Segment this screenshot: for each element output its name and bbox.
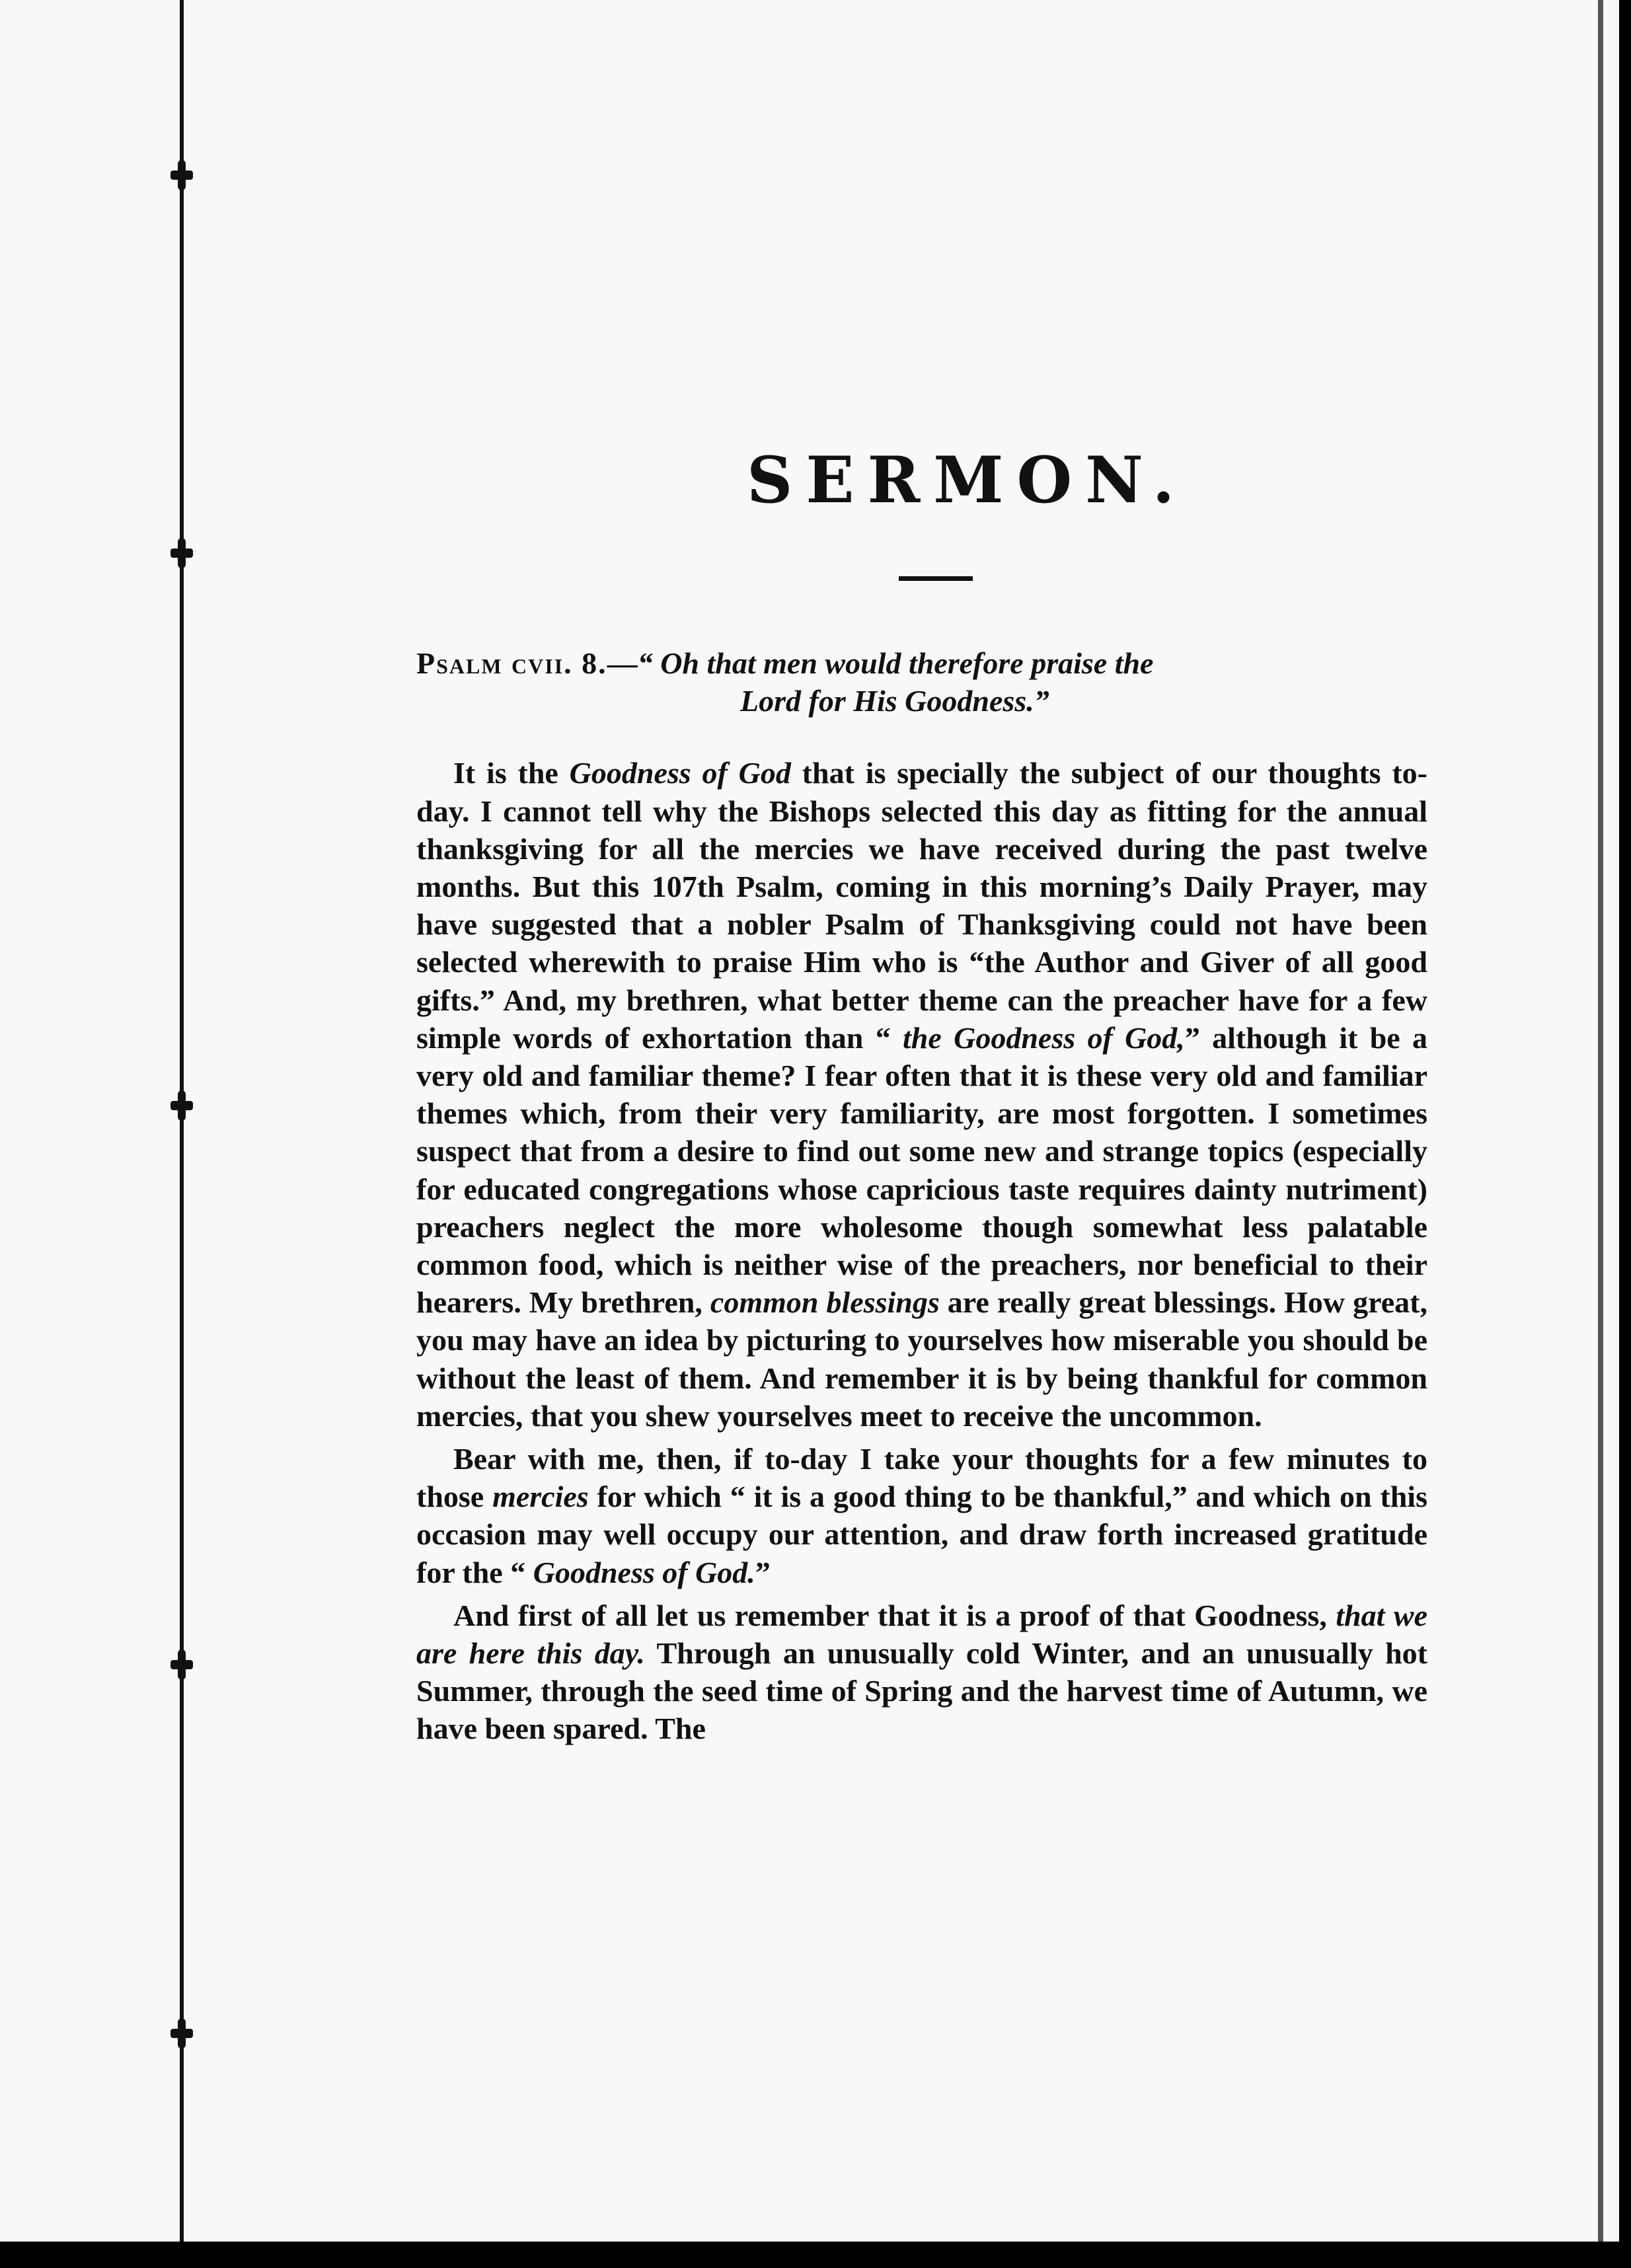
text-run: that is specially the subject of our thoughts to-day. I cannot tell why the Bishops selected this day as fitting for the annual thanksgiving for all the mercies we have received during the past twelve months. But this 107th Psalm, coming in this morning’s Daily Prayer, may have suggested that a nobler Psalm of Thanksgiving could not have been selected wherewith to praise Him who is “the Author and Giver of all good gifts.” And, my brethren, what better theme can the preacher have for a few simple words of exhortation than “ — [416, 756, 1427, 1055]
italic-phrase: the Goodness of God, — [903, 1020, 1185, 1055]
text-run: Through an unusually cold Winter, and an unusually hot Summer, through the seed time of Spring and the harvest time of Autumn, we have been spared. The — [416, 1636, 1427, 1746]
italic-phrase: that we are here this day. — [416, 1598, 1427, 1671]
binding-stitch — [171, 1660, 193, 1669]
binding-stitch — [171, 2029, 193, 2038]
epigraph-first-line: Psalm cvii. 8.—“ Oh that men would therefore praise the — [416, 646, 1154, 680]
italic-phrase: Goodness of God — [569, 756, 791, 790]
text-run: Bear with me, then, if to-day I take your thoughts for a few minutes to those — [416, 1442, 1427, 1514]
sermon-text — [416, 644, 1427, 1748]
epigraph — [416, 644, 1427, 720]
epigraph-quote-line-1: “ Oh that men would therefore praise the — [637, 646, 1154, 680]
italic-phrase: common blessings — [710, 1285, 940, 1320]
page-edge — [1598, 0, 1603, 2242]
sermon-paragraph — [416, 1597, 1427, 1748]
epigraph-quote-line-2: Lord for His Goodness.” — [740, 684, 1049, 718]
text-run: It is the — [453, 756, 570, 790]
italic-phrase: mercies — [492, 1480, 589, 1514]
text-run: ” — [755, 1555, 771, 1589]
scripture-reference: Psalm cvii. 8. — [416, 646, 607, 680]
italic-phrase: Goodness of God. — [533, 1555, 755, 1589]
binding-stitch — [171, 170, 193, 180]
heading-rule — [899, 576, 973, 581]
sermon-heading: SERMON. — [747, 443, 1188, 517]
text-run: And first of all let us remember that it is a proof of that Goodness, — [453, 1598, 1336, 1632]
sermon-paragraphs — [416, 754, 1427, 1747]
binding-spine — [180, 0, 184, 2242]
text-run: are really great blessings. How great, you may have an idea by picturing to yourselves how miserable you should be without the least of them. And remember it is by being thankful for common mercies, that you shew yourselves meet to receive the uncommon. — [416, 1285, 1428, 1433]
text-run: for which “ it is a good thing to be thankful,” and which on this occasion may well occupy our attention, and draw forth increased gratitude for the “ — [416, 1480, 1427, 1589]
binding-stitch — [171, 548, 193, 558]
sermon-paragraph — [416, 754, 1427, 1435]
text-run: ” although it be a very old and familiar theme? I fear often that it is these very old and familiar themes which, from their very familiarity, are most forgotten. I sometimes suspect that from a desire to find out some new and strange topics (especially for educated congregations whose capricious taste requires dainty nutriment) preachers neglect the more wholesome though somewhat less palatable common food, which is neither wise of the preachers, nor beneficial to their hearers. My brethren, — [416, 1020, 1428, 1320]
sermon-paragraph — [416, 1440, 1427, 1591]
binding-stitch — [171, 1101, 193, 1110]
